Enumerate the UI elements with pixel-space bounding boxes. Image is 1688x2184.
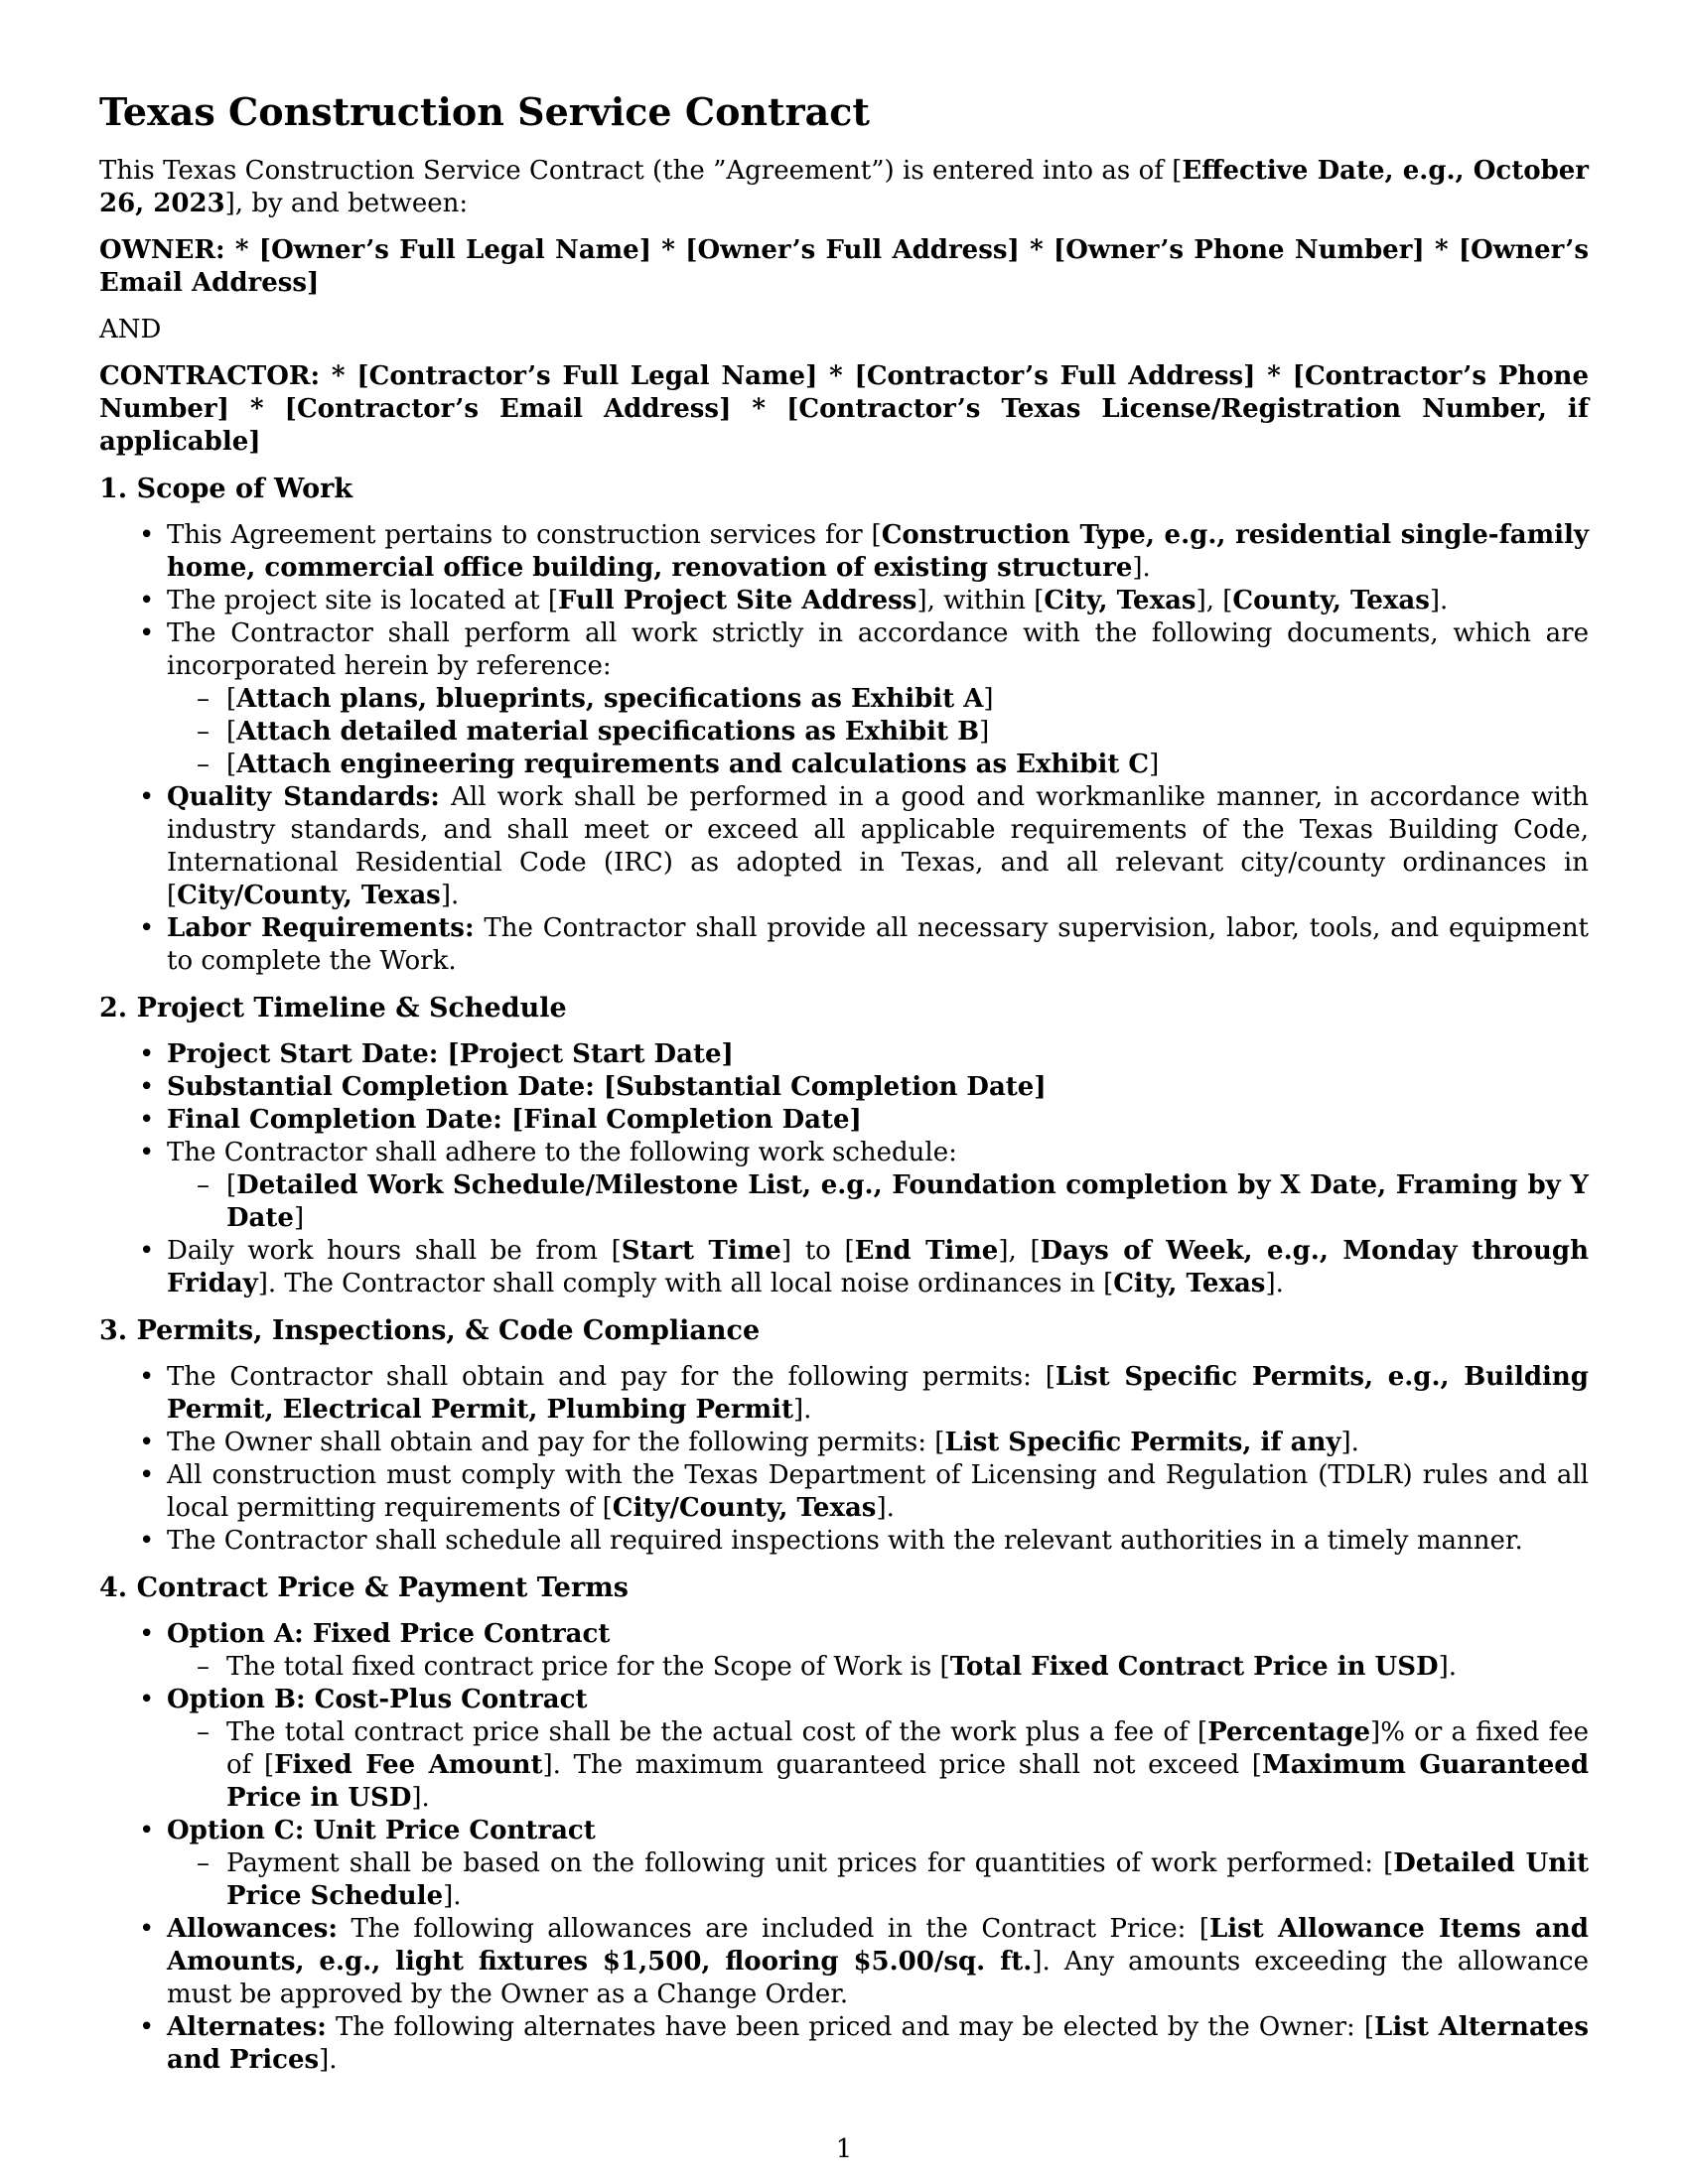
sub-list-item: – Payment shall be based on the following unit prices for quantities of work performed: [Detailed Unit Price Schedule]. [167, 1847, 1589, 1913]
contractor-address: Contractor’s Full Address [866, 361, 1244, 391]
sub-list [167, 1169, 1589, 1235]
list-item: • This Agreement pertains to construction services for [Construction Type, e.g., residential single-family home, commercial office building, renovation of existing structure]. [99, 519, 1589, 585]
section-permits [99, 1314, 1589, 1558]
list-item: • Alternates: The following alternates have been priced and may be elected by the Owner: [List Alternates and Prices]. [99, 2011, 1589, 2077]
owner-email: Owner’s Email Address [99, 235, 1589, 298]
section-title: 3. Permits, Inspections, & Code Compliance [99, 1315, 761, 1346]
list-item: • The Contractor shall obtain and pay for the following permits: [List Specific Permits, e.g., Building Permit, Electrical Permit, Plumbing Permit]. [99, 1361, 1589, 1427]
contractor-block: CONTRACTOR: * [Contractor’s Full Legal Name] * [Contractor’s Full Address] * [Contractor’s Phone Number] * [Contractor’s Email Address] * [Contractor’s Texas License/Registration Number, if applicable] [99, 361, 1589, 457]
sub-list-item: – [Attach detailed material specifications as Exhibit B] [167, 716, 1589, 749]
contract-page [99, 89, 1589, 2091]
sub-list-item: – [Attach engineering requirements and calculations as Exhibit C] [167, 749, 1589, 781]
bullet-list [99, 1618, 1589, 2077]
list-item: • Project Start Date: [Project Start Date] [99, 1038, 1589, 1071]
sub-list-item: – [Detailed Work Schedule/Milestone List, e.g., Foundation completion by X Date, Framing by Y Date] [167, 1169, 1589, 1235]
owner-label: OWNER: [99, 235, 225, 265]
list-item: • Allowances: The following allowances are included in the Contract Price: [List Allowance Items and Amounts, e.g., light fixtures $1,500, flooring $5.00/sq. ft.]. Any amounts exceeding the allowance must be approved by the Owner as a Change Order. [99, 1913, 1589, 2011]
sub-list-item: – The total fixed contract price for the Scope of Work is [Total Fixed Contract Price in USD]. [167, 1651, 1589, 1684]
list-item: • Quality Standards: All work shall be performed in a good and workmanlike manner, in accordance with industry standards, and shall meet or exceed all applicable requirements of the Texas Building Code, International Residential Code (IRC) as adopted in Texas, and all relevant city/county ordinances in [City/County, Texas]. [99, 781, 1589, 912]
bullet-list [99, 519, 1589, 978]
list-item: • Option B: Cost-Plus Contract – The total contract price shall be the actual cost of the work plus a fee of [Percentage]% or a fixed fee of [Fixed Fee Amount]. The maximum guaranteed price shall not exceed [Maximum Guaranteed Price in USD]. [99, 1684, 1589, 1815]
page-number: 1 [835, 2134, 853, 2164]
intro-paragraph: This Texas Construction Service Contract (the ”Agreement”) is entered into as of [Effective Date, e.g., October 26, 2023], by and between: [99, 156, 1589, 218]
section-title: 4. Contract Price & Payment Terms [99, 1572, 629, 1603]
owner-address: Owner’s Full Address [697, 235, 1008, 265]
list-item: • The Contractor shall perform all work strictly in accordance with the following documents, which are incorporated herein by reference: – [Attach plans, blueprints, specifications as Exhibit A] – [Attach detailed material specifications as Exhibit B] – [Attach engineering requirements and calculations as Exhibit C] [99, 617, 1589, 781]
contractor-license: Contractor’s Texas License/Registration Number, if applicable [99, 394, 1589, 457]
bullet-list [99, 1361, 1589, 1558]
and-separator: AND [99, 315, 162, 344]
sub-list-item: – The total contract price shall be the actual cost of the work plus a fee of [Percentage]% or a fixed fee of [Fixed Fee Amount]. The maximum guaranteed price shall not exceed [Maximum Guaranteed Price in USD]. [167, 1716, 1589, 1815]
list-item: • Final Completion Date: [Final Completion Date] [99, 1104, 1589, 1137]
list-item: • Daily work hours shall be from [Start Time] to [End Time], [Days of Week, e.g., Monday through Friday]. The Contractor shall comply with all local noise ordinances in [City, Texas]. [99, 1235, 1589, 1300]
section-contract-price [99, 1571, 1589, 2077]
effective-date-placeholder: Effective Date, e.g., October 26, 2023 [99, 156, 1589, 218]
list-item: • The Contractor shall schedule all required inspections with the relevant authorities in a timely manner. [99, 1525, 1589, 1558]
list-item: • Option C: Unit Price Contract – Payment shall be based on the following unit prices for quantities of work performed: [Detailed Unit Price Schedule]. [99, 1815, 1589, 1913]
bullet-list [99, 1038, 1589, 1300]
list-item: • The project site is located at [Full Project Site Address], within [City, Texas], [County, Texas]. [99, 585, 1589, 617]
list-item: • Substantial Completion Date: [Substantial Completion Date] [99, 1071, 1589, 1104]
list-item: • The Contractor shall adhere to the following work schedule: – [Detailed Work Schedule/Milestone List, e.g., Foundation completion by X Date, Framing by Y Date] [99, 1137, 1589, 1235]
sub-list [167, 1716, 1589, 1815]
list-item: • Option A: Fixed Price Contract – The total fixed contract price for the Scope of Work is [Total Fixed Contract Price in USD]. [99, 1618, 1589, 1684]
contractor-phone: Contractor’s Phone Number [99, 361, 1589, 424]
document-title: Texas Construction Service Contract [99, 89, 870, 134]
sub-list [167, 1651, 1589, 1684]
owner-name: Owner’s Full Legal Name [271, 235, 639, 265]
contractor-name: Contractor’s Full Legal Name [368, 361, 806, 391]
list-item: • All construction must comply with the Texas Department of Licensing and Regulation (TDLR) rules and all local permitting requirements of [City/County, Texas]. [99, 1459, 1589, 1525]
section-scope-of-work [99, 473, 1589, 978]
list-item: • The Owner shall obtain and pay for the following permits: [List Specific Permits, if any]. [99, 1427, 1589, 1459]
section-project-timeline [99, 992, 1589, 1300]
sub-list [167, 1847, 1589, 1913]
owner-block: OWNER: * [Owner’s Full Legal Name] * [Owner’s Full Address] * [Owner’s Phone Number] * [Owner’s Email Address] [99, 235, 1589, 298]
owner-phone: Owner’s Phone Number [1065, 235, 1413, 265]
contractor-label: CONTRACTOR: [99, 361, 321, 391]
sub-list-item: – [Attach plans, blueprints, specifications as Exhibit A] [167, 683, 1589, 716]
sub-list [167, 683, 1589, 781]
section-title: 2. Project Timeline & Schedule [99, 993, 567, 1024]
contractor-email: Contractor’s Email Address [296, 394, 720, 424]
list-item: • Labor Requirements: The Contractor shall provide all necessary supervision, labor, tools, and equipment to complete the Work. [99, 912, 1589, 978]
section-title: 1. Scope of Work [99, 474, 353, 504]
